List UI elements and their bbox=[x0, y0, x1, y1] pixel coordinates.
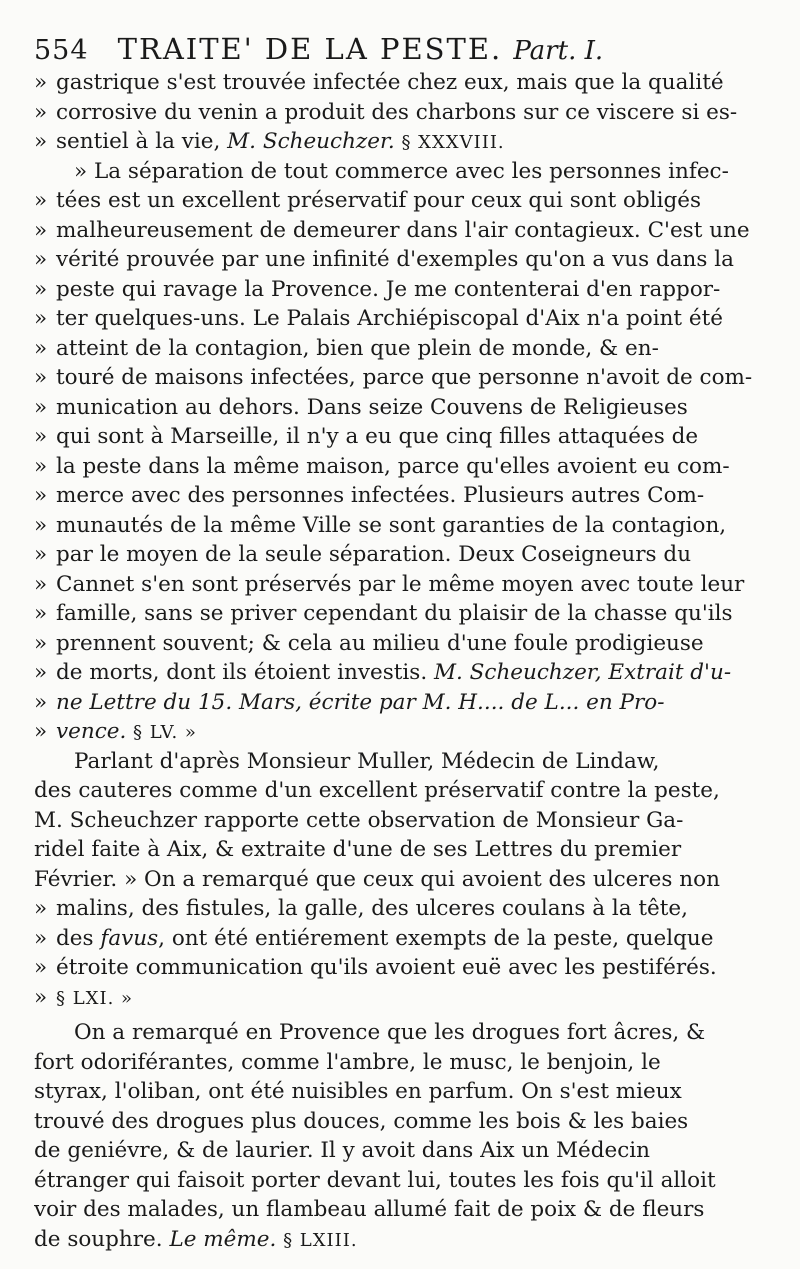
text-line: » gastrique s'est trouvée infectée chez eux, mais que la qualité bbox=[34, 68, 794, 98]
quote-mark: » bbox=[34, 99, 48, 125]
text-line: » malheureusement de demeurer dans l'air contagieux. C'est une bbox=[34, 216, 794, 246]
quote-mark: » bbox=[34, 542, 48, 567]
quote-mark: » bbox=[34, 689, 48, 715]
text-line: styrax, l'oliban, ont été nuisibles en parfum. On s'est mieux bbox=[34, 1079, 682, 1104]
text-line: » prennent souvent; & cela au milieu d'une foule prodigieuse bbox=[34, 629, 794, 659]
quote-mark: » bbox=[34, 896, 48, 921]
quote-mark: » bbox=[34, 129, 48, 154]
quote-mark: » bbox=[34, 571, 48, 597]
citation: Le même. bbox=[169, 1226, 277, 1252]
text-line: M. Scheuchzer rapporte cette observation de Monsieur Ga- bbox=[34, 807, 684, 833]
section-ref: § LXIII. bbox=[276, 1229, 358, 1251]
quote-mark: » bbox=[34, 630, 48, 656]
text-line: de geniévre, & de laurier. Il y avoit dans Aix un Médecin bbox=[34, 1138, 650, 1163]
quote-mark: » bbox=[34, 247, 48, 272]
quote-mark: » bbox=[34, 512, 48, 538]
text-line: » qui sont à Marseille, il n'y a eu que cinq filles attaquées de bbox=[34, 422, 794, 452]
text-line: » des favus, ont été entiérement exempts de la peste, quelque bbox=[34, 924, 794, 954]
quote-mark: » bbox=[34, 984, 48, 1010]
section-ref: § LXI. » bbox=[56, 987, 134, 1009]
citation: vence. bbox=[56, 719, 127, 744]
citation: M. Scheuchzer. bbox=[227, 129, 395, 154]
text-line: » la peste dans la même maison, parce qu'elles avoient eu com- bbox=[34, 452, 794, 482]
text-line: » de morts, dont ils étoient investis. M. Scheuchzer, Extrait d'u- bbox=[34, 658, 794, 688]
quote-mark: » bbox=[34, 306, 48, 331]
page-number: 554 bbox=[34, 35, 89, 66]
text-line: » corrosive du venin a produit des charbons sur ce viscere si es- bbox=[34, 98, 794, 128]
text-line: » peste qui ravage la Provence. Je me contenterai d'en rappor- bbox=[34, 275, 794, 305]
quote-mark: » bbox=[74, 158, 88, 184]
quote-mark: » bbox=[34, 453, 48, 479]
quote-mark: » bbox=[34, 424, 48, 449]
section-ref: § XXXVIII. bbox=[394, 132, 505, 153]
page-body bbox=[34, 68, 794, 1254]
text-line: » La séparation de tout commerce avec les personnes infec- bbox=[74, 158, 729, 184]
quote-mark: » bbox=[34, 276, 48, 302]
text-line: » touré de maisons infectées, parce que personne n'avoit de com- bbox=[34, 363, 794, 393]
quote-mark: » bbox=[34, 483, 48, 508]
text-line: » atteint de la contagion, bien que plein de monde, & en- bbox=[34, 334, 794, 364]
text-line bbox=[34, 717, 794, 747]
quote-mark: » bbox=[34, 335, 48, 361]
text-line: » merce avec des personnes infectées. Plusieurs autres Com- bbox=[34, 481, 794, 511]
quote-mark: » bbox=[34, 719, 48, 744]
quote-mark: » bbox=[34, 188, 48, 213]
text-line: » munautés de la même Ville se sont garanties de la contagion, bbox=[34, 511, 794, 541]
text-line: » ter quelques-uns. Le Palais Archiépiscopal d'Aix n'a point été bbox=[34, 304, 794, 334]
quote-mark: » bbox=[34, 660, 48, 685]
text-line bbox=[34, 688, 794, 718]
quote-mark: » bbox=[34, 217, 48, 243]
text-line bbox=[34, 983, 794, 1013]
part-label: Part. I. bbox=[513, 36, 604, 66]
text-line: ridel faite à Aix, & extraite d'une de ses Lettres du premier bbox=[34, 837, 682, 862]
citation: ne Lettre du 15. Mars, écrite par M. H.... de L... en Pro- bbox=[56, 689, 665, 715]
quote-mark: » bbox=[34, 394, 48, 420]
text-line: » Cannet s'en sont préservés par le même moyen avec toute leur bbox=[34, 570, 794, 600]
quote-mark: » bbox=[34, 601, 48, 626]
section-ref: § LV. » bbox=[126, 722, 197, 743]
text-line: » vérité prouvée par une infinité d'exemples qu'on a vus dans la bbox=[34, 245, 794, 275]
text-line: Février. » On a remarqué que ceux qui avoient des ulceres non bbox=[34, 866, 720, 892]
text-line: » par le moyen de la seule séparation. Deux Coseigneurs du bbox=[34, 540, 794, 570]
text-line: étranger qui faisoit porter devant lui, toutes les fois qu'il alloit bbox=[34, 1167, 716, 1193]
text-line: trouvé des drogues plus douces, comme les bois & les baies bbox=[34, 1108, 689, 1134]
text-line: des cauteres comme d'un excellent préservatif contre la peste, bbox=[34, 778, 720, 803]
term-favus: favus bbox=[100, 925, 159, 951]
citation: M. Scheuchzer, Extrait d'u- bbox=[434, 660, 732, 685]
text-line: » famille, sans se priver cependant du plaisir de la chasse qu'ils bbox=[34, 599, 794, 629]
quote-mark: » bbox=[34, 955, 48, 980]
text-line: » tées est un excellent préservatif pour ceux qui sont obligés bbox=[34, 186, 794, 216]
page-header bbox=[34, 32, 784, 72]
quote-mark: » bbox=[34, 925, 48, 951]
running-title: TRAITE' DE LA PESTE. bbox=[117, 32, 503, 66]
quote-mark: » bbox=[34, 70, 48, 95]
text-line: voir des malades, un flambeau allumé fait de poix & de fleurs bbox=[34, 1197, 705, 1222]
text-line: de souphre. Le même. § LXIII. bbox=[34, 1226, 358, 1252]
quote-mark: » bbox=[34, 365, 48, 390]
text-line: » munication au dehors. Dans seize Couvens de Religieuses bbox=[34, 393, 794, 423]
text-line: » malins, des fistules, la galle, des ulceres coulans à la tête, bbox=[34, 894, 794, 924]
text-line: » sentiel à la vie, M. Scheuchzer. § XXXVIII. bbox=[34, 127, 794, 157]
text-line: On a remarqué en Provence que les drogues fort âcres, & bbox=[74, 1020, 706, 1045]
text-line: Parlant d'après Monsieur Muller, Médecin de Lindaw, bbox=[74, 748, 660, 774]
text-line: » étroite communication qu'ils avoient euë avec les pestiférés. bbox=[34, 953, 794, 983]
text-line: fort odoriférantes, comme l'ambre, le musc, le benjoin, le bbox=[34, 1049, 661, 1075]
